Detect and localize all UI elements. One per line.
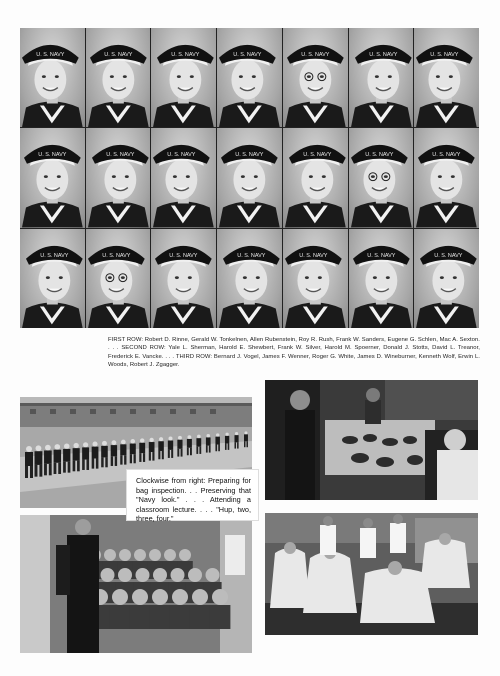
recruit-portrait bbox=[86, 128, 151, 227]
recruit-portrait bbox=[414, 128, 479, 227]
cap-ribbon-label: U. S. NAVY bbox=[36, 51, 65, 58]
cap-ribbon-label: U. S. NAVY bbox=[40, 252, 69, 259]
recruit-portrait bbox=[20, 28, 85, 127]
cap-ribbon-label: U. S. NAVY bbox=[430, 51, 459, 58]
cap-ribbon-label: U. S. NAVY bbox=[303, 152, 332, 159]
photo-bag-inspection bbox=[265, 380, 478, 500]
cap-ribbon-label: U. S. NAVY bbox=[169, 252, 198, 259]
cap-ribbon-label: U. S. NAVY bbox=[167, 152, 196, 159]
recruit-portrait-grid bbox=[20, 28, 479, 328]
recruit-portrait bbox=[217, 28, 282, 127]
recruit-portrait bbox=[20, 128, 85, 227]
recruit-portrait bbox=[283, 229, 348, 328]
recruit-portrait bbox=[283, 128, 348, 227]
recruit-portrait bbox=[86, 28, 151, 127]
cap-ribbon-label: U. S. NAVY bbox=[101, 252, 131, 259]
roster-caption: FIRST ROW: Robert D. Rinne, Gerald W. Tonkelnen, Allen Rubenstein, Roy R. Rush, Frank W. Sanders, Eugene G. Schlen, Mac A. Sexton. . . . SECOND ROW: Yale L. Sherman, Harold E. Shewbert, Frank W. Silver, Harold M. Spoerner, Donald J. Stotts, David L. Treanor, Frederick E. Vancke. . . . THIRD ROW: Bernard J. Vogel, James F. Wenner, Roger G. White, James D. Wineburner, Kenneth Wolf, Erwin L. Woods, Robert J. Zgagger. bbox=[108, 337, 480, 369]
cap-ribbon-label: U. S. NAVY bbox=[103, 51, 133, 58]
recruit-portrait bbox=[414, 28, 479, 127]
cap-ribbon-label: U. S. NAVY bbox=[171, 51, 200, 58]
recruit-portrait bbox=[349, 28, 414, 127]
recruit-portrait bbox=[151, 229, 216, 328]
cap-ribbon-label: U. S. NAVY bbox=[301, 51, 330, 58]
cap-ribbon-label: U. S. NAVY bbox=[432, 152, 461, 159]
recruit-portrait bbox=[217, 229, 282, 328]
recruit-portrait bbox=[151, 128, 216, 227]
cap-ribbon-label: U. S. NAVY bbox=[237, 252, 266, 259]
recruit-portrait bbox=[86, 229, 151, 328]
cap-ribbon-label: U. S. NAVY bbox=[233, 51, 262, 58]
photo-caption-box: Clockwise from right: Preparing for bag inspection. . . Preserving that "Navy look." . . . Attending a classroom lecture. . . . "Hup, two, three, four." bbox=[126, 469, 259, 521]
recruit-portrait bbox=[217, 128, 282, 227]
recruit-portrait bbox=[414, 229, 479, 328]
cap-ribbon-label: U. S. NAVY bbox=[434, 252, 463, 259]
cap-ribbon-label: U. S. NAVY bbox=[235, 152, 264, 159]
recruit-portrait bbox=[20, 229, 85, 328]
cap-ribbon-label: U. S. NAVY bbox=[366, 252, 396, 259]
photo-barber-shop bbox=[265, 513, 478, 635]
cap-ribbon-label: U. S. NAVY bbox=[299, 252, 328, 259]
recruit-portrait bbox=[283, 28, 348, 127]
recruit-portrait bbox=[349, 229, 414, 328]
cap-ribbon-label: U. S. NAVY bbox=[364, 152, 393, 159]
recruit-portrait bbox=[151, 28, 216, 127]
recruit-portrait bbox=[349, 128, 414, 227]
cap-ribbon-label: U. S. NAVY bbox=[38, 152, 67, 159]
cap-ribbon-label: U. S. NAVY bbox=[105, 152, 135, 159]
photo-classroom-lecture bbox=[20, 515, 252, 653]
cap-ribbon-label: U. S. NAVY bbox=[368, 51, 397, 58]
